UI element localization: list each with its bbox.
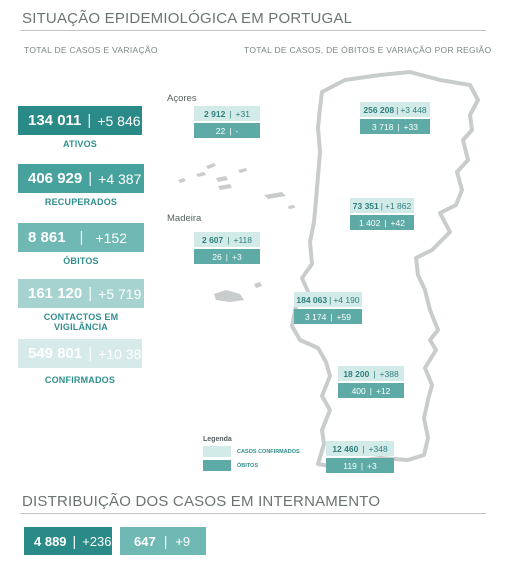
hospital-internados [24, 527, 112, 555]
stat-value: 406 929 [28, 170, 83, 187]
region-deaths-change: +59 [336, 311, 351, 322]
region-deaths [338, 383, 404, 398]
region-deaths-value: 400 [351, 385, 366, 396]
azores-island-8 [288, 205, 295, 209]
region-deaths-change: +42 [390, 217, 405, 228]
region-cases-change: +388 [379, 368, 399, 379]
region-separator: | [229, 125, 232, 136]
region-deaths [326, 458, 394, 473]
stat-label-obitos: ÓBITOS [63, 256, 99, 266]
region-box-norte [360, 102, 430, 134]
stat-separator: | [79, 229, 84, 246]
stat-ativos [18, 106, 142, 135]
azores-island-2 [196, 172, 206, 177]
page-title: SITUAÇÃO EPIDEMIOLÓGICA EM PORTUGAL [22, 10, 353, 27]
stat-value: 134 011 [28, 112, 82, 129]
right-subtitle: TOTAL DE CASOS, DE ÓBITOS E VARIAÇÃO POR REGIÃO [244, 45, 492, 55]
region-box-centro [350, 198, 414, 230]
region-deaths-change: +33 [403, 121, 418, 132]
region-cases [350, 198, 414, 213]
stat-obitos [18, 223, 144, 252]
region-deaths [294, 309, 362, 324]
place-label-acores: Açores [167, 93, 197, 104]
madeira-island-1 [214, 290, 244, 302]
region-cases [194, 232, 260, 247]
stat-separator: | [88, 170, 93, 187]
region-cases-change: +1 862 [384, 200, 412, 211]
hospital-value: 647 [134, 533, 156, 549]
map-legend [203, 436, 300, 474]
region-deaths [360, 119, 430, 134]
region-separator: | [330, 311, 333, 322]
region-cases-value: 256 208 [363, 104, 395, 115]
region-cases [294, 292, 362, 307]
hospital-value: 4 889 [34, 533, 67, 549]
region-box-algarve [326, 441, 394, 473]
region-deaths [350, 215, 414, 230]
azores-island-5 [218, 184, 232, 190]
region-deaths-change: +3 [231, 251, 242, 262]
legend-swatch-deaths [203, 460, 231, 471]
stat-contactos [18, 279, 144, 308]
stat-value: 549 801 [28, 345, 83, 362]
region-deaths [194, 249, 260, 264]
region-separator: | [362, 443, 365, 454]
azores-island-7 [264, 192, 286, 199]
region-cases-value: 18 200 [343, 368, 370, 379]
stat-confirmados [18, 339, 150, 368]
region-cases-change: +118 [233, 234, 252, 245]
stat-label-confirmados: CONFIRMADOS [44, 375, 116, 385]
region-deaths-value: 119 [343, 460, 357, 471]
region-separator: | [225, 251, 228, 262]
region-cases-change: +348 [368, 443, 388, 454]
region-box-madeira [194, 232, 260, 264]
legend-swatch-confirmed [203, 446, 231, 457]
place-label-madeira: Madeira [167, 213, 202, 224]
stat-label-recuperados: RECUPERADOS [44, 197, 118, 207]
legend-row-deaths [203, 460, 300, 471]
region-cases-value: 184 063 [296, 294, 328, 305]
stat-change: +5 719 [98, 285, 142, 302]
region-cases-value: 2 912 [204, 108, 226, 119]
stat-change: +4 387 [98, 170, 142, 187]
stat-change: +5 846 [97, 112, 141, 129]
region-cases-value: 73 351 [352, 200, 379, 211]
hospital-separator: | [163, 533, 168, 549]
legend-label-deaths: ÓBITOS [237, 462, 258, 469]
region-separator: | [369, 385, 372, 396]
region-cases [360, 102, 430, 117]
hospital-divider [20, 513, 486, 514]
region-cases-change: +3 448 [400, 104, 427, 115]
hospital-separator: | [72, 533, 77, 549]
stat-separator: | [88, 345, 93, 362]
region-cases-change: +31 [235, 108, 250, 119]
region-deaths [194, 123, 260, 138]
region-deaths-change: +3 [367, 460, 377, 471]
region-separator: | [396, 104, 399, 115]
stat-recuperados [18, 164, 144, 193]
region-separator: | [360, 460, 364, 471]
legend-title: Legenda [203, 436, 232, 443]
stat-value: 161 120 [28, 285, 83, 302]
region-box-acores [194, 106, 260, 138]
region-separator: | [384, 217, 387, 228]
azores-island-6 [238, 168, 247, 173]
region-deaths-value: 1 402 [359, 217, 381, 228]
madeira-island-2 [254, 282, 262, 288]
stat-label-ativos: ATIVOS [62, 139, 98, 149]
region-deaths-value: 26 [212, 251, 222, 262]
stat-change: +10 385 [98, 345, 150, 362]
azores-island-1 [178, 178, 186, 183]
region-cases-value: 12 460 [332, 443, 359, 454]
hospital-change: +236 [82, 533, 112, 549]
region-separator: | [329, 294, 332, 305]
region-cases-value: 2 607 [201, 234, 224, 245]
region-cases [194, 106, 260, 121]
region-cases-change: +4 190 [333, 294, 360, 305]
region-separator: | [229, 108, 232, 119]
hospital-change: +9 [175, 533, 191, 549]
region-cases [338, 366, 404, 381]
region-box-alentejo [338, 366, 404, 398]
stat-value: 8 861 [28, 229, 66, 246]
legend-row-confirmed [203, 446, 300, 457]
region-deaths-value: 22 [215, 125, 226, 136]
region-cases [326, 441, 394, 456]
left-subtitle: TOTAL DE CASOS E VARIAÇÃO [24, 45, 158, 55]
stat-separator: | [87, 112, 92, 129]
azores-island-4 [216, 176, 228, 182]
region-deaths-value: 3 718 [372, 121, 394, 132]
region-separator: | [227, 234, 230, 245]
region-deaths-change: - [235, 125, 239, 136]
region-box-lvt [294, 292, 362, 324]
hospital-section-title: DISTRIBUIÇÃO DOS CASOS EM INTERNAMENTO [22, 493, 381, 510]
region-deaths-value: 3 174 [305, 311, 327, 322]
region-separator: | [373, 368, 376, 379]
stat-change: +152 [95, 229, 127, 246]
stat-separator: | [88, 285, 93, 302]
region-deaths-change: +12 [375, 385, 391, 396]
azores-island-3 [206, 163, 216, 169]
region-separator: | [397, 121, 400, 132]
region-separator: | [380, 200, 383, 211]
hospital-uci [120, 527, 206, 555]
legend-label-confirmed: CASOS CONFIRMADOS [237, 448, 300, 455]
stat-label-contactos: CONTACTOS EM VIGILÂNCIA [43, 312, 119, 332]
